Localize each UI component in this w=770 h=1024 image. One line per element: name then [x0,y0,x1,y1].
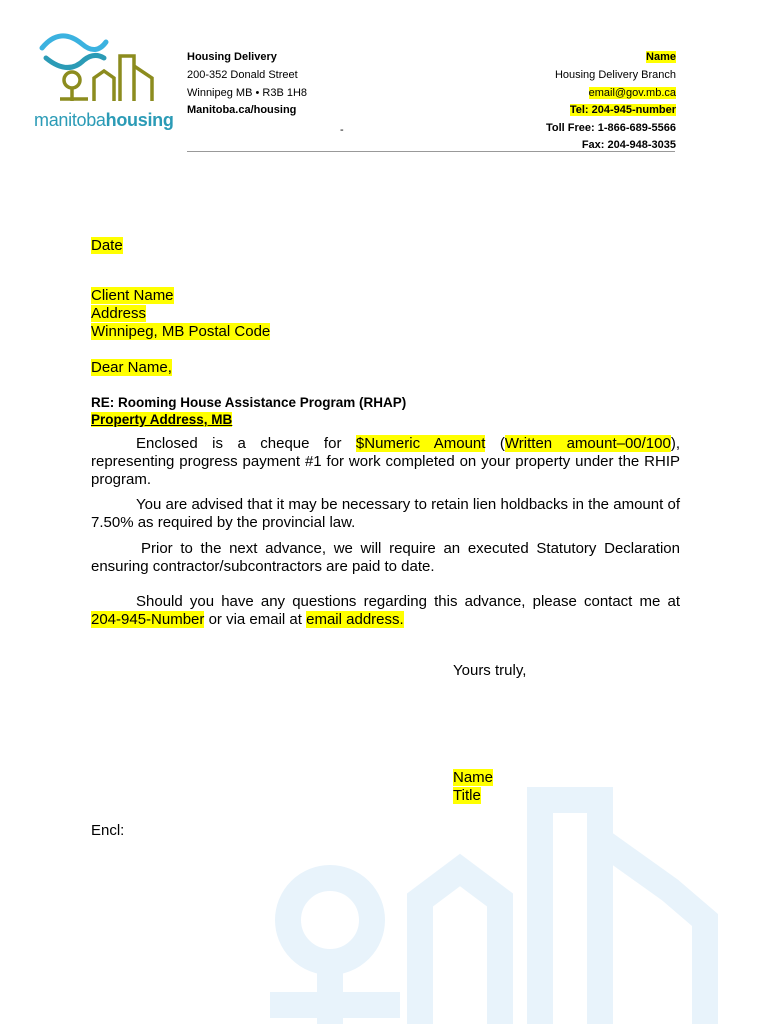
paragraph-contact [91,593,680,629]
header-email[interactable]: email@gov.mb.ca [588,87,676,99]
header-tel: Tel: 204-945-number [569,104,676,116]
letter-date: Date [91,237,123,254]
p1-text-b: ( [485,435,505,452]
paragraph-declaration [91,540,680,576]
paragraph-holdbacks [91,496,680,532]
p4-text-a: Should you have any questions regarding this advance, please contact me at [136,593,680,610]
logo-mark-icon [34,28,164,106]
signature-name: Name [453,769,494,786]
re-line: RE: Rooming House Assistance Program (RHAP) [91,395,407,410]
p1-written-amount: Written amount–00/100 [504,435,671,452]
p1-numeric-amount: $Numeric Amount [355,435,486,452]
header-street: 200-352 Donald Street [187,69,298,81]
header-divider [187,151,675,152]
header-dash: - [340,124,344,136]
p1-text-a: Enclosed is a cheque for [136,435,356,452]
p4-text-b: or via email at [204,611,307,628]
logo-wordmark [34,110,174,131]
p1-text-c: ), representing progress payment #1 for work completed on your property under the RHIP program. [91,435,681,488]
client-city-line: Winnipeg, MB Postal Code [91,323,271,340]
client-name: Client Name [91,287,174,304]
header-contact-name: Name [646,51,676,63]
client-address: Address [91,305,147,322]
p3-text: Prior to the next advance, we will require an executed Statutory Declaration ensuring contractor/subcontractors are paid to date. [91,540,680,575]
p2-text: You are advised that it may be necessary to retain lien holdbacks in the amount of 7.50% as required by the provincial law. [91,496,680,531]
header-city: Winnipeg MB • R3B 1H8 [187,87,308,99]
p4-email: email address. [306,611,404,628]
enclosure-label: Encl: [91,822,125,839]
logo-text-light: manitoba [34,110,106,130]
watermark-houses-graphic [250,780,720,1024]
paragraph-cheque [91,435,680,489]
header-toll-free: Toll Free: 1-866-689-5566 [545,122,676,134]
logo-text-bold: housing [105,110,174,130]
signature-title: Title [453,787,481,804]
p4-phone: 204-945-Number [91,611,205,628]
manitoba-housing-logo [34,28,174,133]
salutation: Dear Name, [91,359,172,376]
header-org: Housing Delivery [187,51,277,63]
header-branch: Housing Delivery Branch [554,69,676,81]
property-address: Property Address, MB [91,412,233,427]
closing: Yours truly, [453,662,527,679]
header-website[interactable]: Manitoba.ca/housing [187,104,297,116]
header-fax: Fax: 204-948-3035 [581,139,676,151]
